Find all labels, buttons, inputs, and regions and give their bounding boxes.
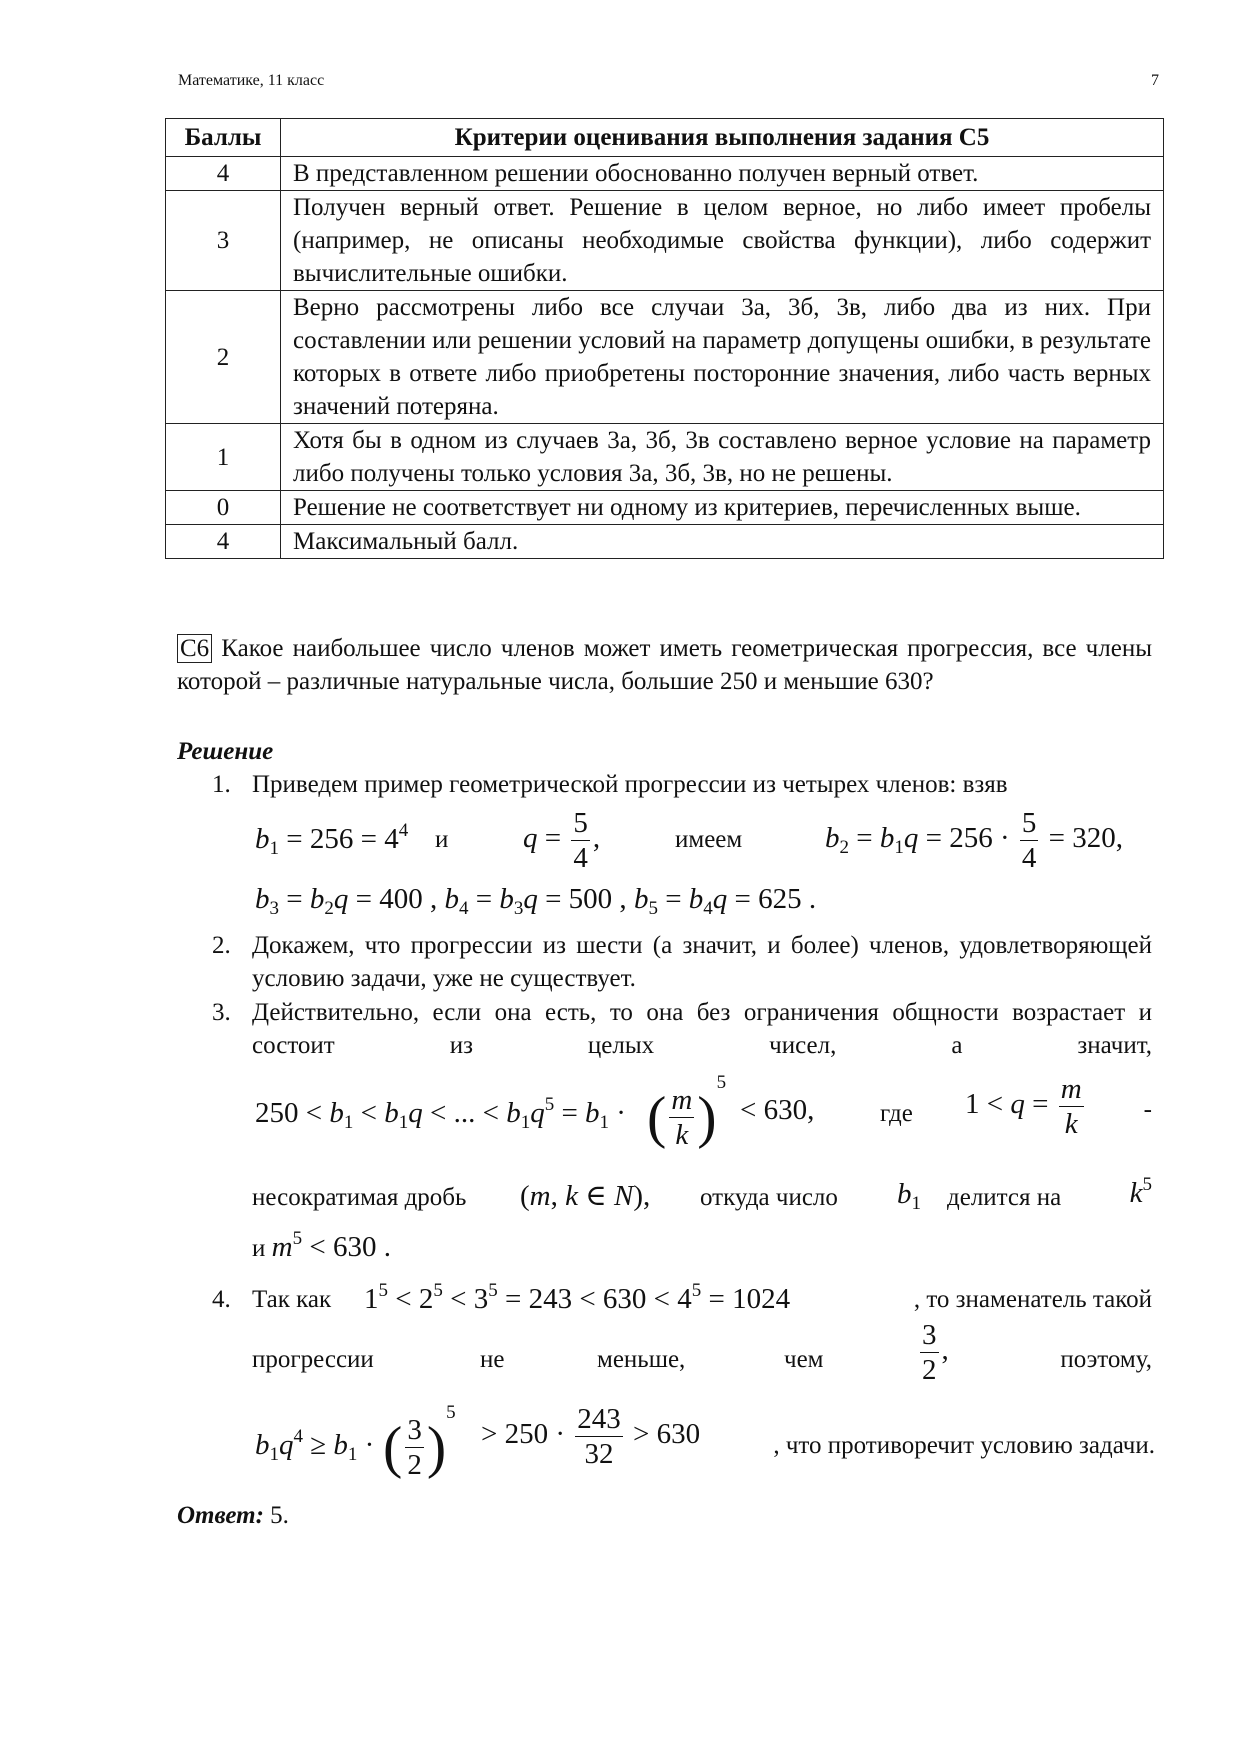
criteria-cell: Верно рассмотрены либо все случаи 3а, 3б, 3в, либо два из них. При составлении или решении условий на параметр допущены ошибки, в результате которых в ответе либо приобретены посторонние значения, либо часть верных значений потеряна. bbox=[281, 291, 1164, 424]
step-text: Действительно, если она есть, то она без ограничения общности возрастает и состоит из целых чисел, а значит, bbox=[252, 999, 1152, 1059]
column-header-score: Баллы bbox=[166, 119, 281, 157]
criteria-cell: Получен верный ответ. Решение в целом верное, но либо имеет пробелы (например, не описаны необходимые свойства функции), либо содержит вычислительные ошибки. bbox=[281, 191, 1164, 291]
column-header-criteria: Критерии оценивания выполнения задания С5 bbox=[281, 119, 1164, 157]
criteria-cell: В представленном решении обоснованно получен верный ответ. bbox=[281, 157, 1164, 191]
table-row bbox=[166, 491, 1164, 525]
irreducible-word: несократимая дробь bbox=[252, 1184, 467, 1211]
whence-word: откуда число bbox=[700, 1184, 838, 1211]
dash: - bbox=[1143, 1096, 1152, 1123]
solution-step-4: 4. Так как $1^5 < 2^5 < 3^5 = 243 < 630 < 4^5 = 1024$ , то знаменатель такой bbox=[212, 1280, 1152, 1315]
score-cell: 4 bbox=[166, 157, 281, 191]
solution-step-3 bbox=[212, 996, 1152, 1062]
and-word: и bbox=[435, 826, 449, 853]
table-row bbox=[166, 424, 1164, 491]
answer-line bbox=[177, 1502, 289, 1530]
problem-block bbox=[177, 632, 1152, 698]
therefore-word: поэтому, bbox=[1060, 1346, 1152, 1373]
step-3-line-2: несократимая дробь (m, k ∈ N), откуда число $b_1$ делится на $k^5$ bbox=[252, 1174, 1152, 1214]
solution-title: Решение bbox=[177, 738, 274, 765]
score-cell: 2 bbox=[166, 291, 281, 424]
solution-step-2 bbox=[212, 929, 1152, 995]
solution-step-1 bbox=[212, 768, 1152, 801]
then-phrase: , то знаменатель такой bbox=[913, 1286, 1152, 1313]
criteria-table bbox=[165, 118, 1164, 559]
step-4-inequality: $b_1q^4 \ge b_1$ · ( $\frac{3}{2}$ )$^5$ > 250 · $\frac{243}{32}$ > 630 , что противоречит условию задачи. bbox=[255, 1402, 1155, 1481]
step-text: Приведем пример геометрической прогрессии из четырех членов: взяв bbox=[252, 771, 1008, 798]
score-cell: 3 bbox=[166, 191, 281, 291]
table-row bbox=[166, 291, 1164, 424]
table-row bbox=[166, 525, 1164, 559]
table-row bbox=[166, 157, 1164, 191]
word: меньше, bbox=[597, 1346, 686, 1373]
criteria-cell: Хотя бы в одном из случаев 3а, 3б, 3в составлено верное условие на параметр либо получены только условия 3а, 3б, 3в, но не решены. bbox=[281, 424, 1164, 491]
step-number: 3. bbox=[212, 999, 231, 1026]
problem-text: Какое наибольшее число членов может иметь геометрическая прогрессия, все члены которой – различные натуральные числа, большие 250 и меньшие 630? bbox=[177, 635, 1153, 695]
criteria-cell: Максимальный балл. bbox=[281, 525, 1164, 559]
we-have-word: имеем bbox=[675, 826, 743, 853]
score-cell: 0 bbox=[166, 491, 281, 525]
step-3-inequality: $250 < b_1 < b_1q$ < ... < $b_1q^5 = b_1$ · ( $\frac{m}{k}$ )$^5$ < 630, где 1 < q = $\frac{m}{k}$ - bbox=[255, 1072, 1152, 1151]
divisible-word: делится на bbox=[947, 1184, 1062, 1211]
step-text: Докажем, что прогрессии из шести (а значит, и более) членов, удовлетворяющей условию задачи, уже не существует. bbox=[252, 932, 1152, 992]
contradicts-phrase: , что противоречит условию задачи. bbox=[773, 1432, 1155, 1459]
subject-label: Математике, 11 класс bbox=[178, 72, 325, 89]
table-header-row bbox=[166, 119, 1164, 157]
word: прогрессии bbox=[252, 1346, 374, 1373]
step-number: 4. bbox=[212, 1286, 231, 1313]
word: чем bbox=[784, 1346, 824, 1373]
score-cell: 4 bbox=[166, 525, 281, 559]
so-as-word: Так как bbox=[252, 1286, 332, 1313]
and-word: и bbox=[252, 1235, 266, 1262]
problem-label: С6 bbox=[177, 634, 212, 663]
step-3-line-3: и $m^5 < 630$ . bbox=[252, 1228, 391, 1263]
answer-label: Ответ: bbox=[177, 1502, 264, 1529]
where-word: где bbox=[880, 1100, 913, 1127]
step-4-line-2: прогрессии не меньше, чем $\frac{3}{2}$ , поэтому, bbox=[252, 1319, 1152, 1386]
word: не bbox=[480, 1346, 505, 1373]
page-number: 7 bbox=[1151, 72, 1159, 89]
step-number: 1. bbox=[212, 771, 231, 798]
table-row bbox=[166, 191, 1164, 291]
page-header bbox=[178, 72, 1159, 90]
step-number: 2. bbox=[212, 932, 231, 959]
score-cell: 1 bbox=[166, 424, 281, 491]
answer-value: 5. bbox=[270, 1502, 289, 1529]
criteria-cell: Решение не соответствует ни одному из критериев, перечисленных выше. bbox=[281, 491, 1164, 525]
step-1-formula-line-2: $b_3 = b_2q = 400$ , $b_4 = b_3q = 500$ , $b_5 = b_4q = 625$ . bbox=[255, 883, 817, 919]
